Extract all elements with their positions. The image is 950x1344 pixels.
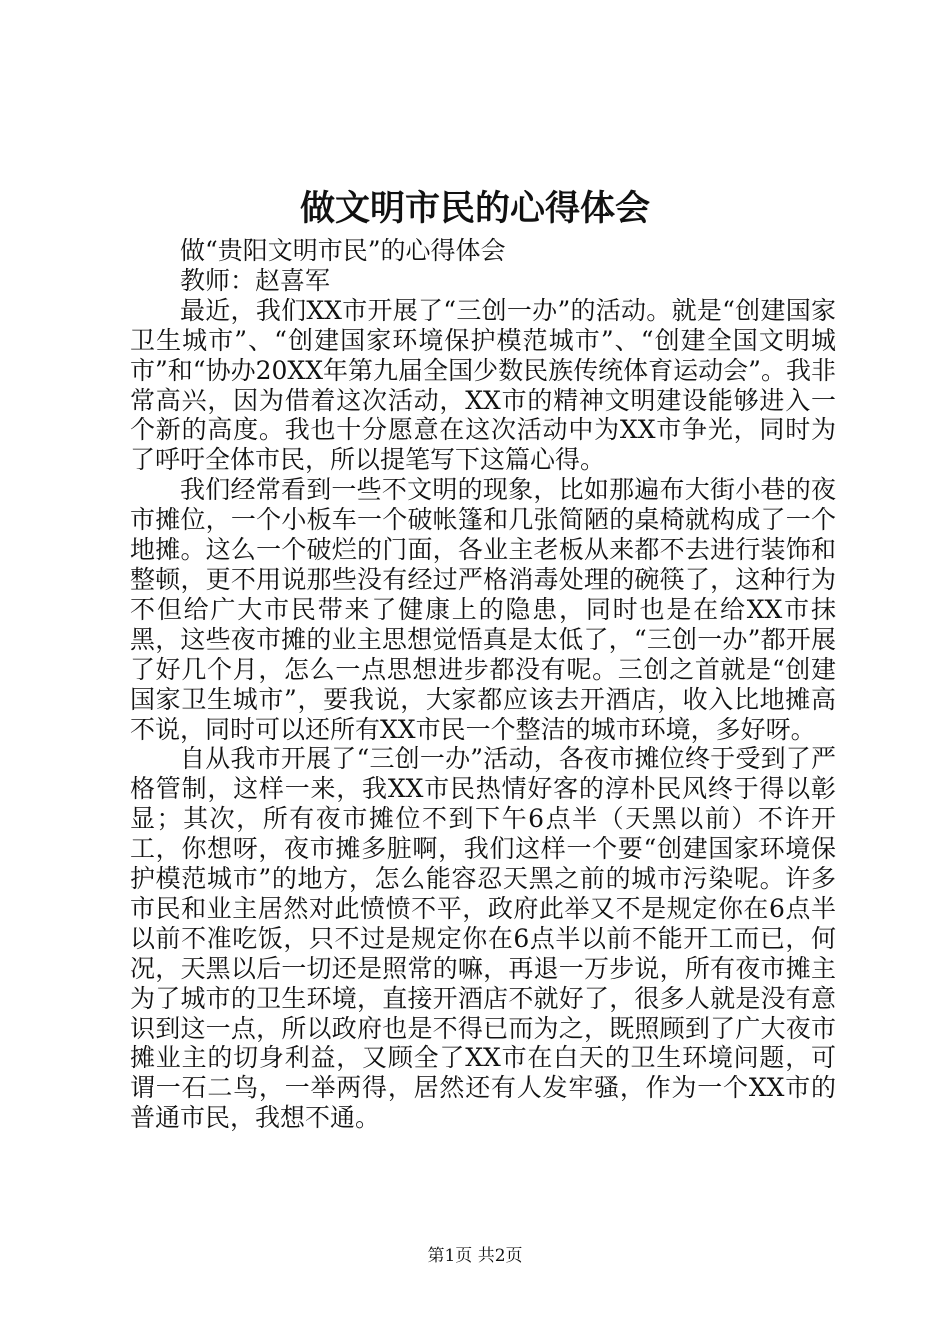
body-paragraph-3: 自从我市开展了“三创一办”活动，各夜市摊位终于受到了严格管制，这样一来，我XX市民热情好客的淳朴民风终于得以彰显；其次，所有夜市摊位不到下午6点半（天黑以前）不许开工，你想呀，夜市摊多脏啊，我们这样一个要“创建国家环境保护模范城市”的地方，怎么能容忍天黑之前的城市污染呢。许多市民和业主居然对此愤愤不平，政府此举又不是规定你在6点半以前不准吃饭，只不过是规定你在6点半以前不能开工而已，何况，天黑以后一切还是照常的嘛，再退一万步说，所有夜市摊主为了城市的卫生环境，直接开酒店不就好了，很多人就是没有意识到这一点，所以政府也是不得已而为之，既照顾到了广大夜市摊业主的切身利益，又顾全了XX市在白天的卫生环境问题，可谓一石二鸟，一举两得，居然还有人发牢骚，作为一个XX市的普通市民，我想不通。: [130, 744, 836, 1133]
document-title: 做文明市民的心得体会: [299, 189, 650, 229]
page-number-footer: 第1页 共2页: [427, 1246, 523, 1266]
subtitle-line: 做“贵阳文明市民”的心得体会: [180, 236, 506, 265]
body-paragraph-1: 最近，我们XX市开展了“三创一办”的活动。就是“创建国家卫生城市”、“创建国家环境保护模范城市”、“创建全国文明城市”和“协办20XX年第九届全国少数民族传统体育运动会”。我非常高兴，因为借着这次活动，XX市的精神文明建设能够进入一个新的高度。我也十分愿意在这次活动中为XX市争光，同时为了呼吁全体市民，所以提笔写下这篇心得。: [130, 295, 836, 475]
author-line: 教师：赵喜军: [180, 265, 331, 295]
document-body: [130, 236, 836, 1133]
body-paragraph-2: 我们经常看到一些不文明的现象，比如那遍布大街小巷的夜市摊位，一个小板车一个破帐篷和几张简陋的桌椅就构成了一个地摊。这么一个破烂的门面，各业主老板从来都不去进行装饰和整顿，更不用说那些没有经过严格消毒处理的碗筷了，这种行为不但给广大市民带来了健康上的隐患，同时也是在给XX市抹黑，这些夜市摊的业主思想觉悟真是太低了，“三创一办”都开展了好几个月，怎么一点思想进步都没有呢。三创之首就是“创建国家卫生城市”，要我说，大家都应该去开酒店，收入比地摊高不说，同时可以还所有XX市民一个整洁的城市环境，多好呀。: [130, 475, 836, 744]
